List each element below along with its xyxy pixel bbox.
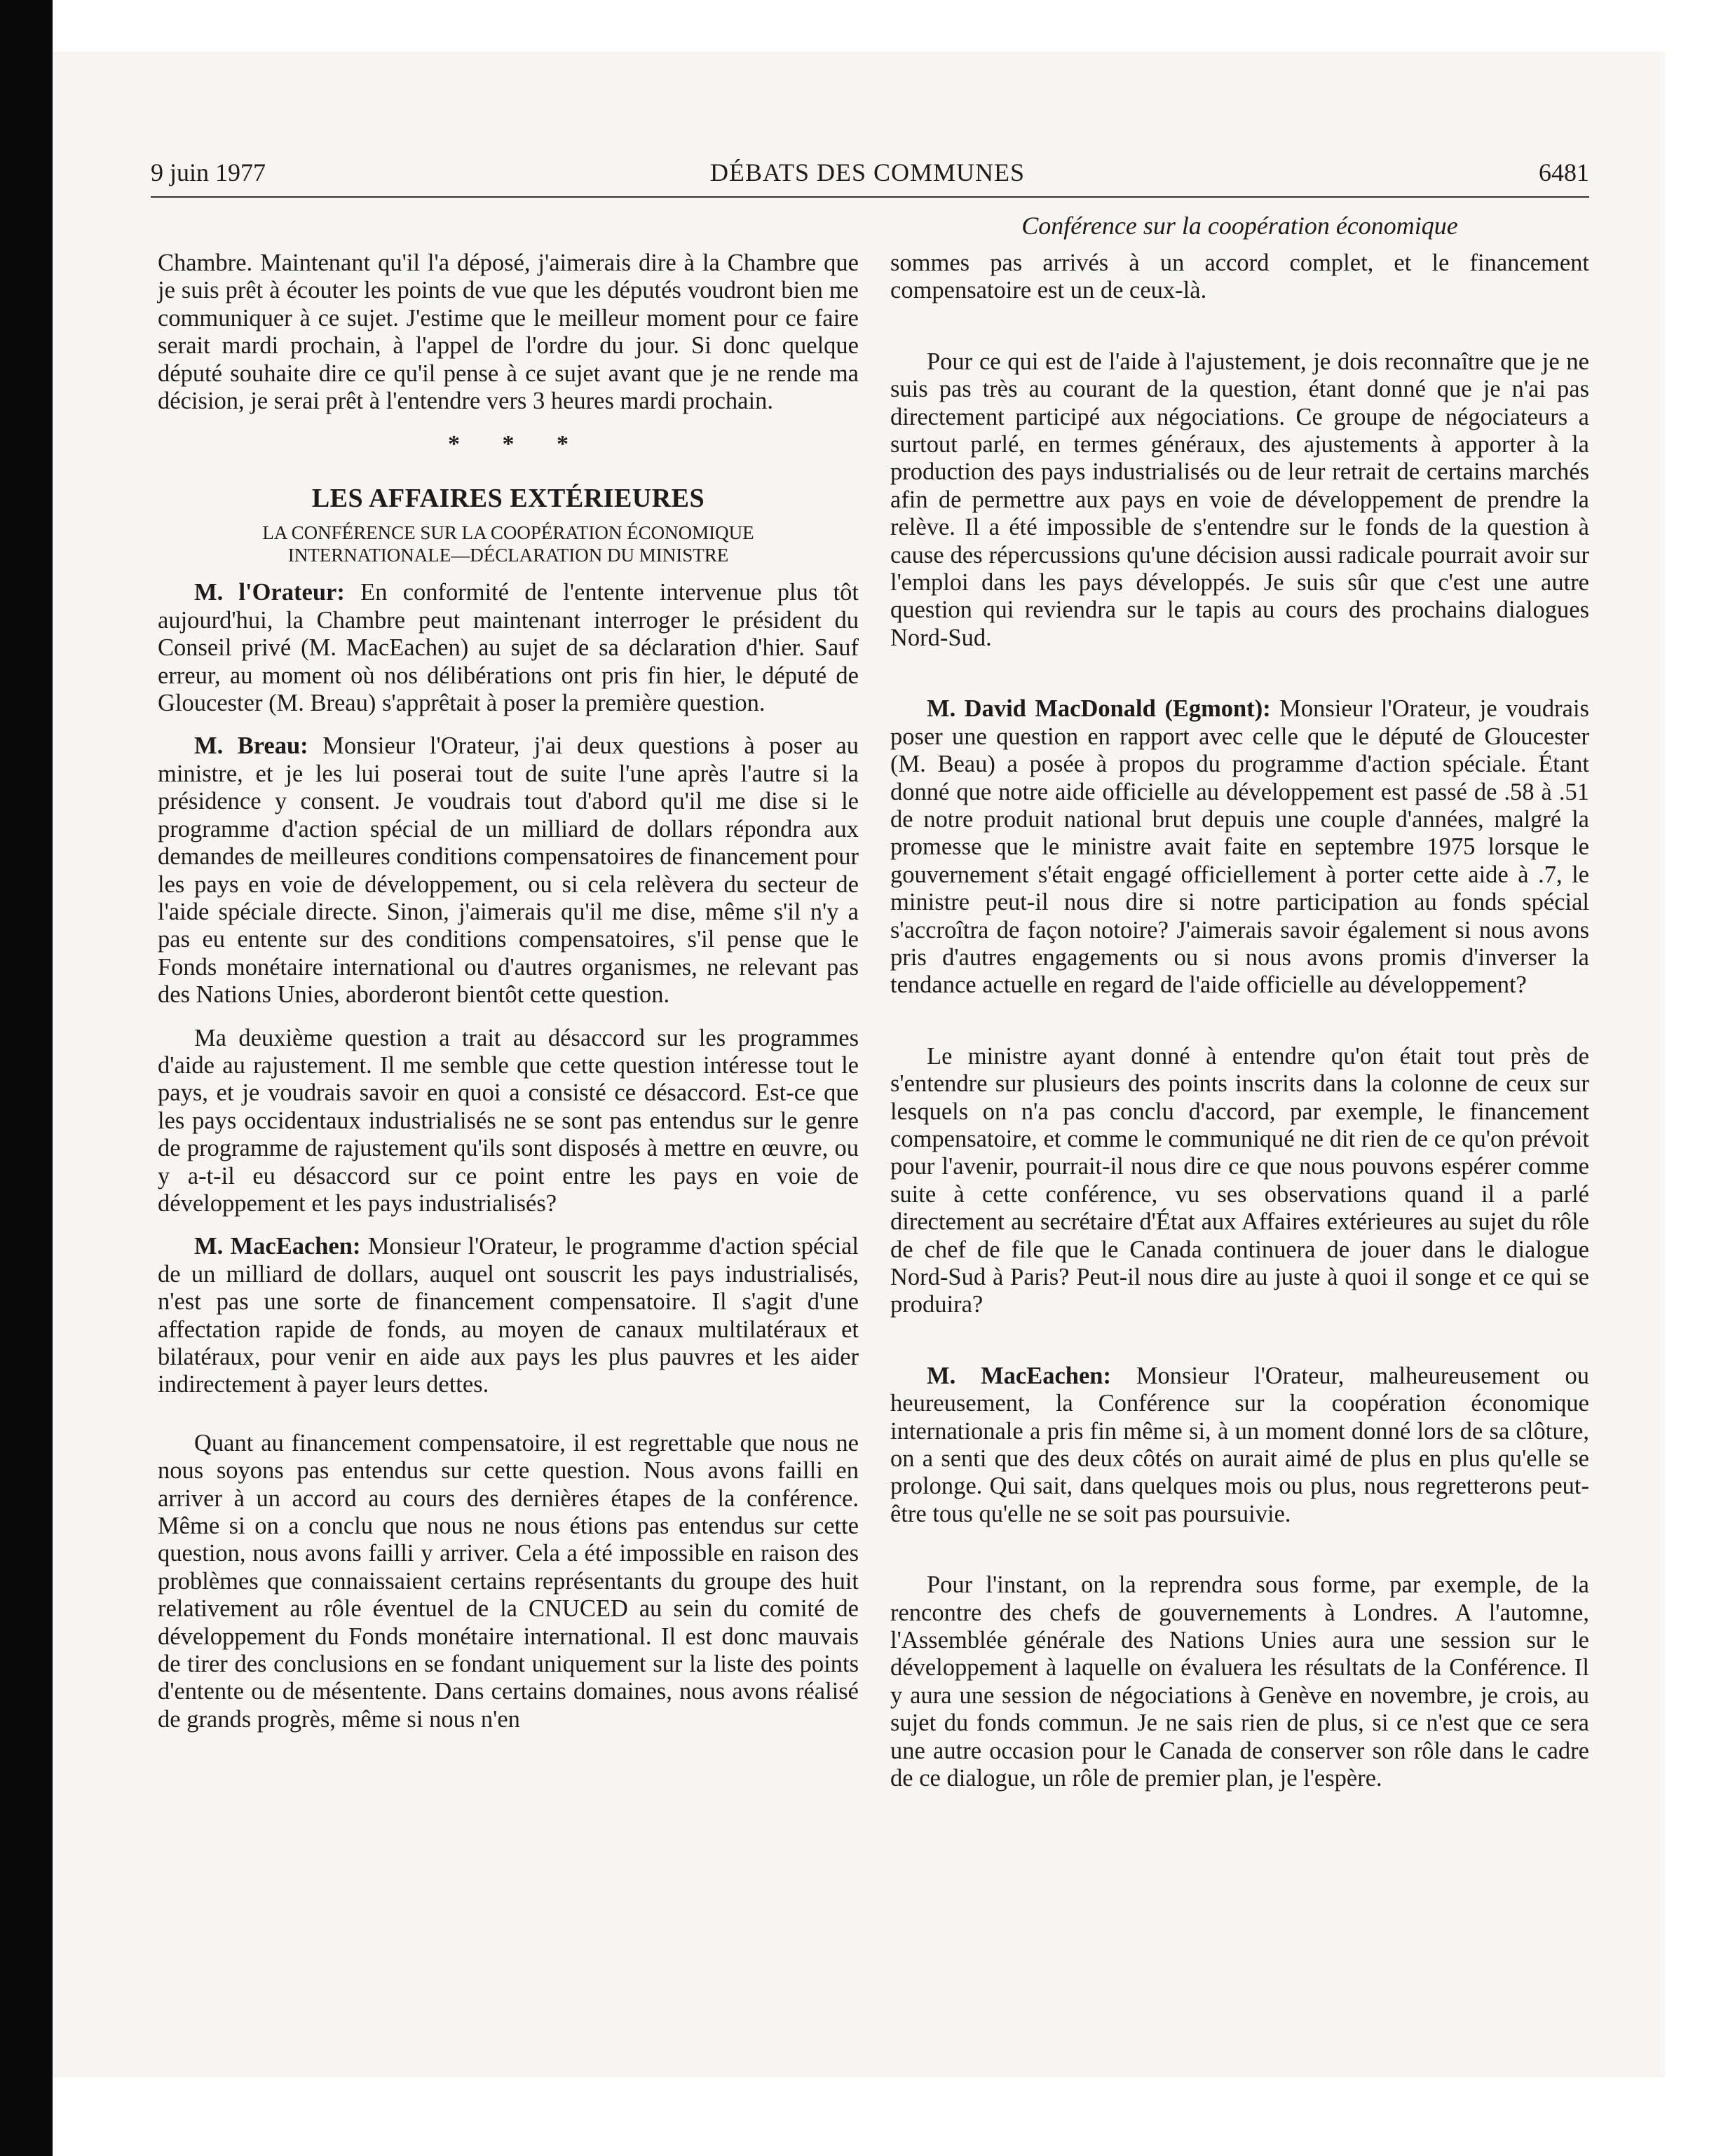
- section-subtitle-line: LA CONFÉRENCE SUR LA COOPÉRATION ÉCONOMIQUE: [262, 522, 754, 544]
- speech-text: En conformité de l'entente intervenue plus tôt aujourd'hui, la Chambre peut maintenant interroger le président du Conseil privé (M. MacEachen) au sujet de sa déclaration d'hier. Sauf erreur, au moment où nos délibérations ont pris fin hier, le député de Gloucester (M. Breau) s'apprêtait à poser la première question.: [158, 579, 859, 717]
- paragraph: [158, 579, 859, 717]
- scan-border-left: [0, 0, 53, 2156]
- speech-text: Monsieur l'Orateur, le programme d'action spécial de un milliard de dollars, auquel ont souscrit les pays industrialisés, n'est pas une sorte de financement compensatoire. Il s'agit d'une affectation rapide de fonds, au moyen de canaux multilatéraux et bilatéraux, pour venir en aide aux pays les plus pauvres et les aider indirectement à payer leurs dettes.: [158, 1233, 859, 1398]
- paragraph: Le ministre ayant donné à entendre qu'on était tout près de s'entendre sur plusieurs des points inscrits dans la colonne de ceux sur lesquels on n'a pas conclu d'accord, par exemple, le financement compensatoire, et comme le communiqué ne dit rien de ce qu'on prévoit pour l'avenir, pourrait-il nous dire ce que nous pouvons espérer comme suite à cette conférence, vu ses observations quand il a parlé directement au secrétaire d'État aux Affaires extérieures au sujet du rôle de chef de file que le Canada continuera de jouer dans le dialogue Nord-Sud à Paris? Peut-il nous dire au juste à quoi il songe et ce qui se produira?: [890, 1042, 1589, 1318]
- speaker-name: M. David MacDonald (Egmont):: [927, 695, 1271, 723]
- paragraph: sommes pas arrivés à un accord complet, et le financement compensatoire est un de ceux-là.: [890, 250, 1589, 304]
- header-page-number: 6481: [1539, 158, 1589, 186]
- right-column: [890, 250, 1589, 1793]
- paragraph: Quant au financement compensatoire, il est regrettable que nous ne nous soyons pas entendus sur cette question. Nous avons failli en arriver à un accord au cours des dernières étapes de la conférence. Même si on a conclu que nous ne nous étions pas entendus sur cette question, nous avons failli y arriver. Cela a été impossible en raison des problèmes que connaissaient certains représentants du groupe des huit relativement au rôle éventuel de la CNUCED au sein du comité de développement du Fonds monétaire international. Il est donc mauvais de tirer des conclusions en se fondant uniquement sur la liste des points d'entente ou de mésentente. Dans certains domaines, nous avons réalisé de grands progrès, même si nous n'en: [158, 1429, 859, 1733]
- section-separator: * * *: [448, 431, 587, 458]
- header-rule: [151, 196, 1589, 198]
- paragraph: [890, 695, 1589, 999]
- paragraph: [158, 732, 859, 1009]
- section-title: LES AFFAIRES EXTÉRIEURES: [311, 484, 705, 514]
- header-title: DÉBATS DES COMMUNES: [709, 158, 1026, 186]
- section-subtitle: [158, 521, 859, 566]
- speech-text: Monsieur l'Orateur, j'ai deux questions à poser au ministre, et je les lui poserai tout de suite l'une après l'autre si la présidence y consent. Je voudrais tout d'abord qu'il me dise si le programme d'action spécial de un milliard de dollars répondra aux demandes de meilleures conditions compensatoires de financement pour les pays en voie de développement, ou si cela relèvera du secteur de l'aide spéciale directe. Sinon, j'aimerais qu'il me dise, même s'il n'y a pas eu entente sur des conditions compensatoires, s'il pense que le Fonds monétaire international ou d'autres organismes, ne relevant pas des Nations Unies, aborderont bientôt cette question.: [158, 732, 859, 1009]
- speech-text: Monsieur l'Orateur, malheureusement ou heureusement, la Conférence sur la coopération économique internationale a pris fin même si, à un moment donné lors de sa clôture, on a senti que des deux côtés on aurait aimé de plus en plus qu'elle se prolonge. Qui sait, dans quelques mois ou plus, nous regretterons peut-être tous qu'elle ne se soit pas poursuivie.: [890, 1362, 1589, 1527]
- speaker-name: M. MacEachen:: [927, 1362, 1111, 1389]
- speech-text: Monsieur l'Orateur, je voudrais poser une question en rapport avec celle que le député de Gloucester (M. Beau) a posée à propos du programme d'action spéciale. Étant donné que notre aide officielle au développement est passé de .58 à .51 de notre produit national brut depuis une couple d'années, malgré la promesse que le ministre avait faite en septembre 1975 lorsque le gouvernement s'était engagé officiellement à porter cette aide à .7, le ministre peut-il nous dire si notre participation au fonds spécial s'accroîtra de façon notoire? J'aimerais savoir également si nous avons pris d'autres engagements ou si nous avons promis d'inverser la tendance actuelle en regard de l'aide officielle au développement?: [890, 695, 1589, 999]
- speaker-name: M. MacEachen:: [194, 1233, 361, 1260]
- scan-border-top: [53, 0, 1735, 52]
- section-subtitle-line: INTERNATIONALE—DÉCLARATION DU MINISTRE: [287, 545, 729, 566]
- running-head: Conférence sur la coopération économique: [1021, 212, 1458, 240]
- paragraph: Pour l'instant, on la reprendra sous forme, par exemple, de la rencontre des chefs de gouvernements à Londres. A l'automne, l'Assemblée générale des Nations Unies aura une session sur le développement à laquelle on évaluera les résultats de la Conférence. Il y aura une session de négociations à Genève en novembre, je crois, au sujet du fonds commun. Je ne sais rien de plus, si ce n'est que ce sera une autre occasion pour le Canada de conserver son rôle dans le cadre de ce dialogue, un rôle de premier plan, je l'espère.: [890, 1571, 1589, 1792]
- left-column: [158, 250, 859, 1733]
- paragraph: Pour ce qui est de l'aide à l'ajustement, je dois reconnaître que je ne suis pas très au courant de la question, étant donné que je n'ai pas directement participé aux négociations. Ce groupe de négociateurs a surtout parlé, en termes généraux, des ajustements à apporter à la production des pays industrialisés ou de leur retrait de certains marchés afin de permettre aux pays en voie de développement de prendre la relève. Il a été impossible de s'entendre sur le fonds de la question à cause des répercussions qu'une décision aussi radicale pourrait avoir sur l'emploi dans les pays développés. Je suis sûr que c'est une autre question qui reviendra sur le tapis au cours des prochains dialogues Nord-Sud.: [890, 348, 1589, 651]
- paragraph: [158, 1233, 859, 1398]
- paragraph: Ma deuxième question a trait au désaccord sur les programmes d'aide au rajustement. Il me semble que cette question intéresse tout le pays, et je voudrais savoir en quoi a consisté ce désaccord. Est-ce que les pays occidentaux industrialisés ne se sont pas entendus sur le genre de programme de rajustement qu'ils sont disposés à mettre en œuvre, ou y a-t-il eu désaccord sur ce point entre les pays en voie de développement et les pays industrialisés?: [158, 1024, 859, 1217]
- paragraph: Chambre. Maintenant qu'il l'a déposé, j'aimerais dire à la Chambre que je suis prêt à écouter les points de vue que les députés voudront bien me communiquer à ce sujet. J'estime que le meilleur moment pour ce faire serait mardi prochain, à l'appel de l'ordre du jour. Si donc quelque député souhaite dire ce qu'il pense à ce sujet avant que je ne rende ma décision, je serai prêt à l'entendre vers 3 heures mardi prochain.: [158, 250, 859, 415]
- header-date: 9 juin 1977: [151, 158, 266, 186]
- speaker-name: M. Breau:: [194, 732, 308, 760]
- paragraph: [890, 1363, 1589, 1528]
- speaker-name: M. l'Orateur:: [194, 579, 345, 606]
